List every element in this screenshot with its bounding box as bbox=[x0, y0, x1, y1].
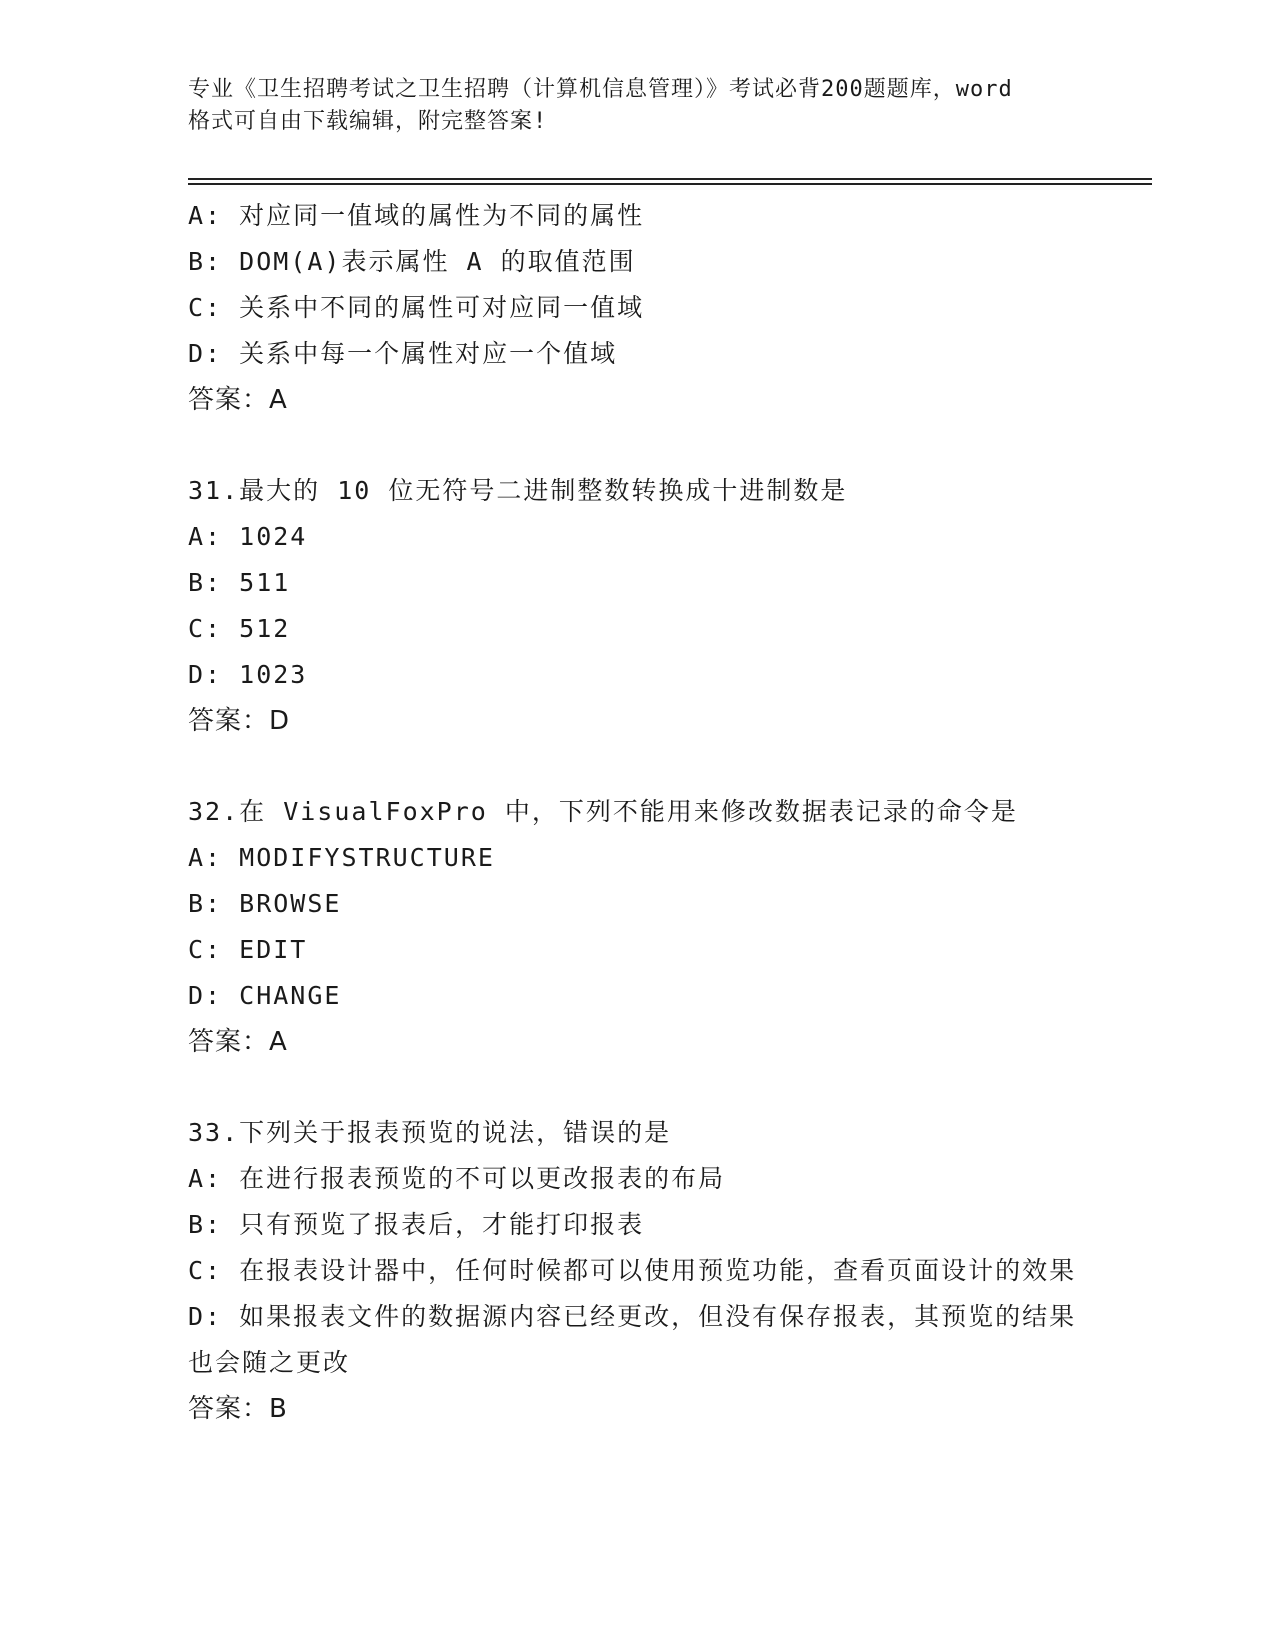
header-line-1: 专业《卫生招聘考试之卫生招聘（计算机信息管理）》考试必背200题题库，word bbox=[188, 77, 1013, 102]
header-divider-top bbox=[188, 178, 1152, 180]
document-header bbox=[188, 74, 1088, 138]
answer: 答案：A bbox=[188, 385, 288, 415]
answer: 答案：D bbox=[188, 706, 291, 736]
answer: 答案：A bbox=[188, 1027, 288, 1057]
option-c: C: 在报表设计器中，任何时候都可以使用预览功能，查看页面设计的效果 bbox=[188, 1256, 1077, 1285]
option-b: B: 只有预览了报表后，才能打印报表 bbox=[188, 1210, 645, 1239]
header-divider-bottom bbox=[188, 183, 1152, 185]
header-line-2: 格式可自由下载编辑，附完整答案! bbox=[188, 109, 548, 134]
question-title: 32.在 VisualFoxPro 中，下列不能用来修改数据表记录的命令是 bbox=[188, 797, 1018, 826]
option-d: D: 如果报表文件的数据源内容已经更改，但没有保存报表，其预览的结果也会随之更改 bbox=[188, 1302, 1077, 1377]
option-c: C: EDIT bbox=[188, 935, 308, 964]
option-a: A: MODIFYSTRUCTURE bbox=[188, 843, 495, 872]
option-b: B: 511 bbox=[188, 568, 291, 597]
option-b: B: BROWSE bbox=[188, 889, 342, 918]
option-d: D: 1023 bbox=[188, 660, 308, 689]
option-a: A: 1024 bbox=[188, 522, 308, 551]
option-c: C: 关系中不同的属性可对应同一值域 bbox=[188, 293, 645, 322]
option-a: A: 在进行报表预览的不可以更改报表的布局 bbox=[188, 1164, 726, 1193]
answer: 答案：B bbox=[188, 1394, 288, 1424]
option-a: A: 对应同一值域的属性为不同的属性 bbox=[188, 201, 645, 230]
option-c: C: 512 bbox=[188, 614, 291, 643]
question-33 bbox=[188, 1110, 1088, 1432]
question-32 bbox=[188, 789, 1088, 1065]
option-d: D: CHANGE bbox=[188, 981, 342, 1010]
question-30-continued bbox=[188, 193, 1088, 423]
question-title: 33.下列关于报表预览的说法，错误的是 bbox=[188, 1118, 672, 1147]
document-body bbox=[188, 193, 1088, 1432]
question-31 bbox=[188, 468, 1088, 744]
question-title: 31.最大的 10 位无符号二进制整数转换成十进制数是 bbox=[188, 476, 848, 505]
option-b: B: DOM(A)表示属性 A 的取值范围 bbox=[188, 247, 636, 276]
option-d: D: 关系中每一个属性对应一个值域 bbox=[188, 339, 618, 368]
